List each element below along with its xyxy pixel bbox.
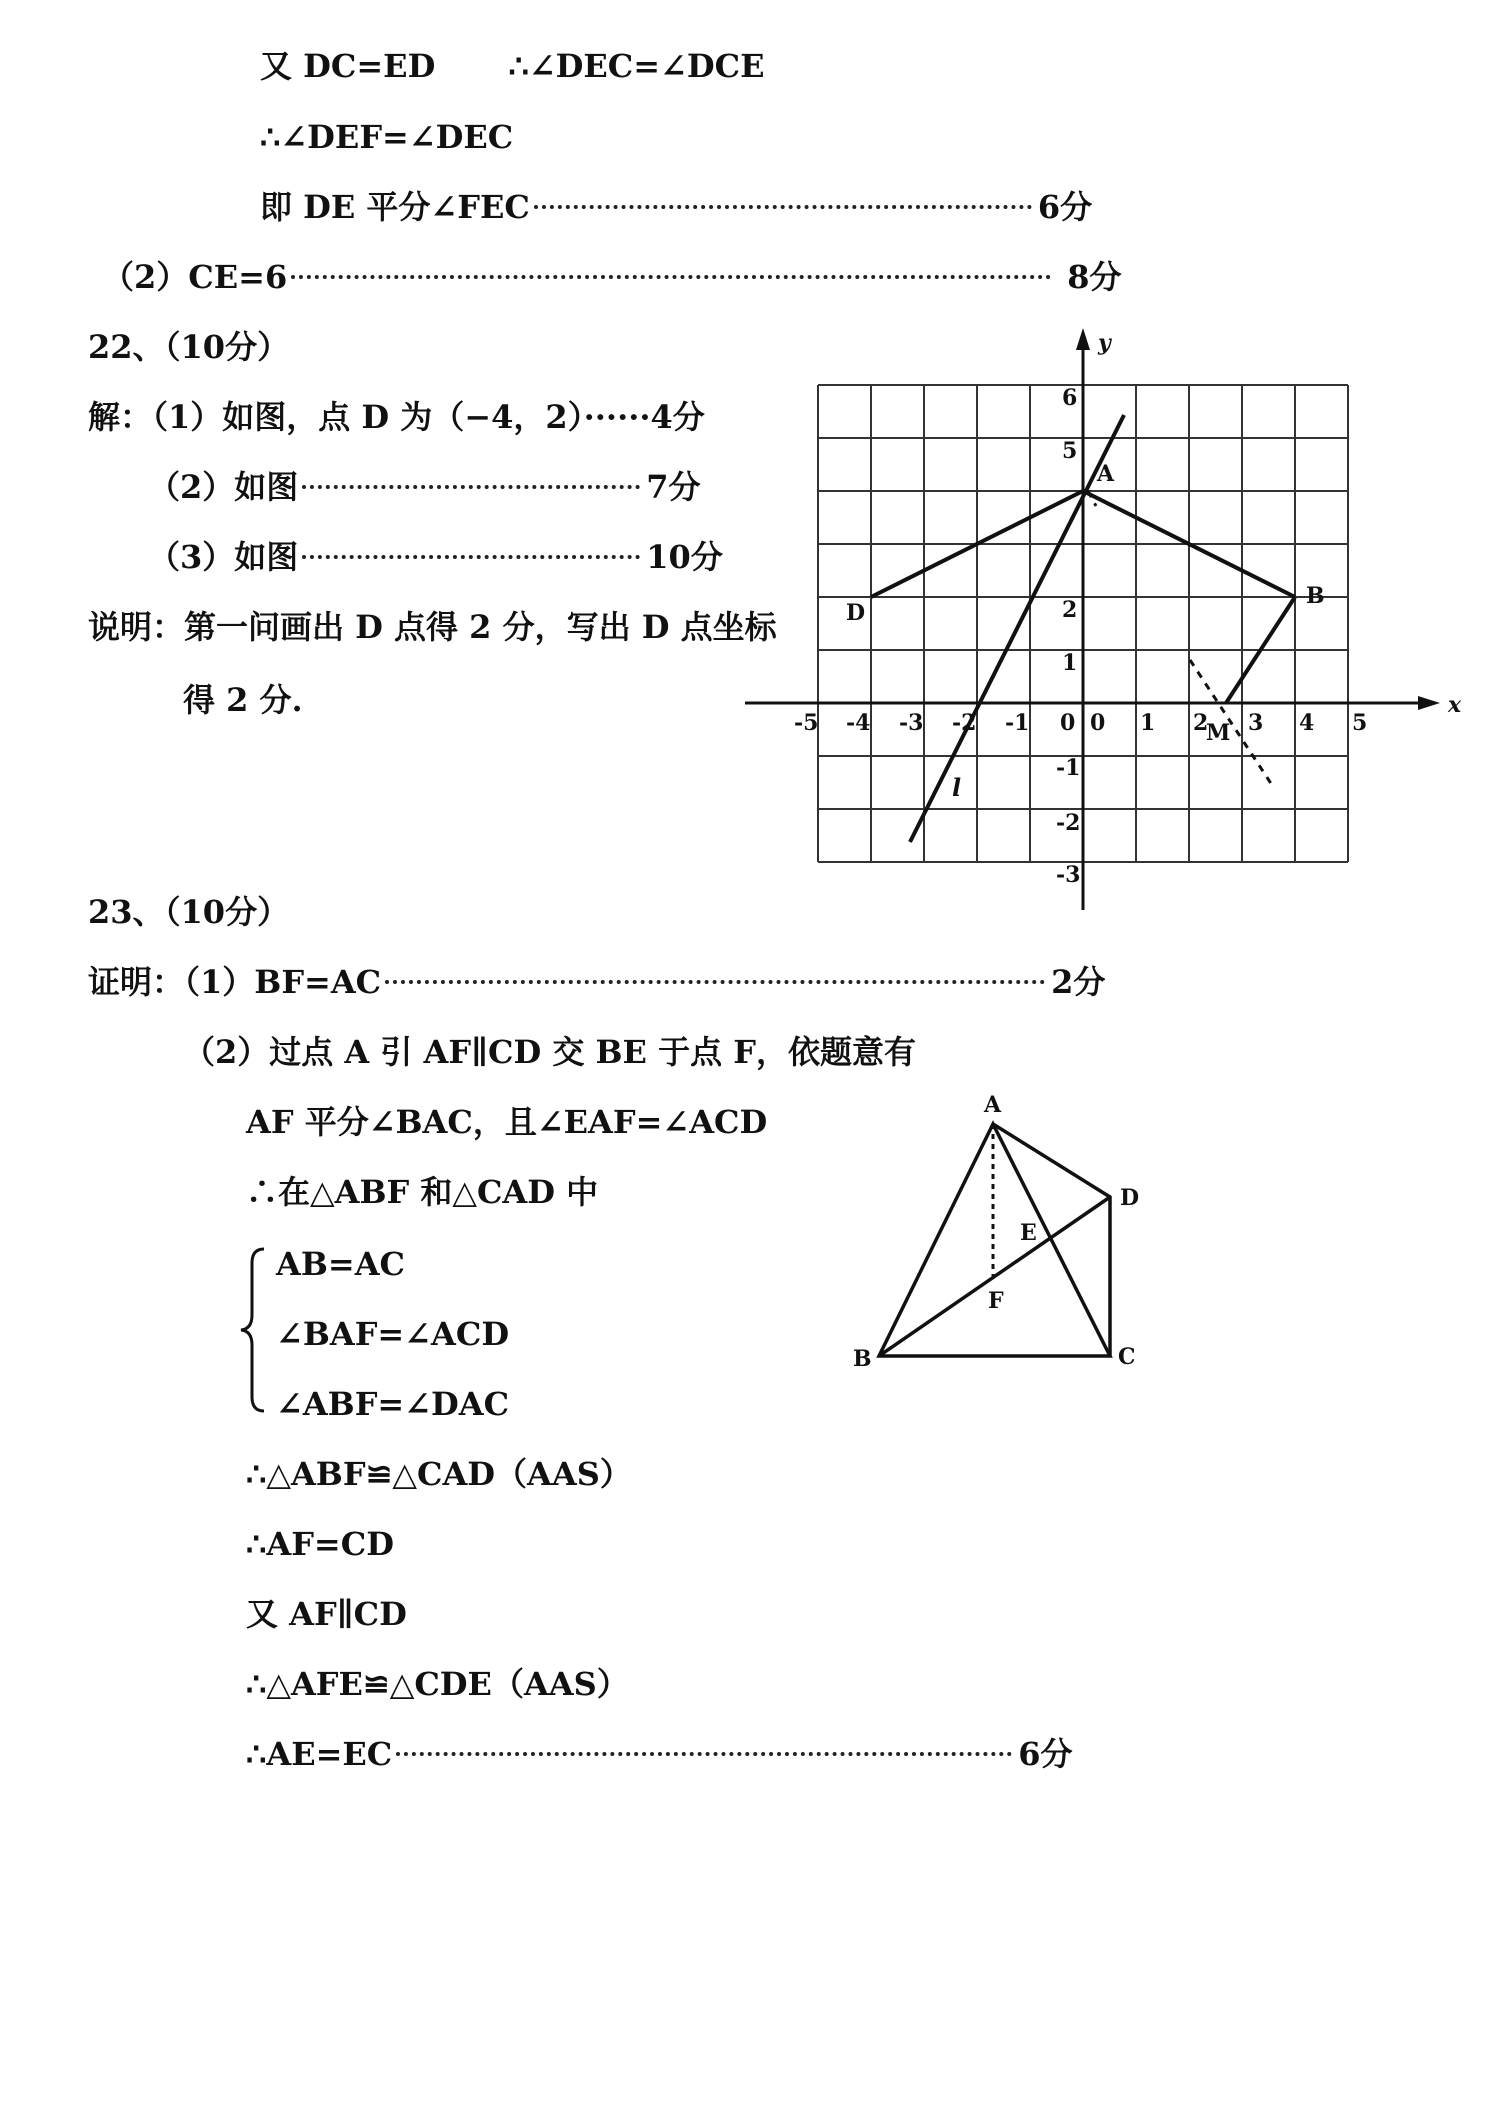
point-label: F [988,1288,1004,1314]
x-tick-label: -2 [952,710,977,736]
y-tick-label: 1 [1062,650,1078,676]
score: 2分 [1051,963,1106,1001]
x-tick-label: 1 [1140,710,1156,736]
point-label: M [1206,720,1231,746]
x-tick-label: 5 [1352,710,1368,736]
point-label: B [853,1346,872,1372]
text-line: ∴△AFE≌△CDE（AAS） [246,1665,629,1703]
score: 8分 [1067,258,1122,296]
score: 6分 [1018,1735,1073,1773]
x-tick-label: -1 [1005,710,1030,736]
text-segment: 证明：（1）BF=AC [88,963,382,1001]
point-label: A [1097,461,1115,487]
text-segment: （3）如图 [148,538,299,576]
text-line: ∠BAF=∠ACD [276,1315,510,1353]
point-label: C [1118,1344,1136,1370]
x-tick-label: 4 [1299,710,1315,736]
text-segment: （2）CE=6 [102,258,288,296]
score: 6分 [1037,188,1093,226]
section-heading: 23、（10分） [88,893,290,931]
point-label: A [984,1092,1002,1118]
text-segment: ∴∠DEC=∠DCE [508,47,765,85]
point-label: D [846,600,866,626]
section-heading: 22、（10分） [88,328,290,366]
text-line: ∴∠DEF=∠DEC [260,118,514,156]
text-segment: ∴AE=EC [246,1735,393,1773]
x-tick-label: 2 [1193,710,1209,736]
segment-b-d [879,1197,1110,1356]
text-line: 得 2 分. [183,681,303,719]
score: 10分 [646,538,723,576]
text-segment: 即 DE 平分∠FEC [260,188,530,226]
x-tick-label: 0 [1090,710,1106,736]
text-line: AB=AC [276,1245,405,1283]
x-tick-label: 3 [1248,710,1264,736]
text-segment: 又 DC=ED [260,47,436,85]
y-tick-label: -1 [1056,755,1081,781]
text-segment: （2）如图 [148,468,299,506]
point-label: B [1306,583,1325,609]
point-label: D [1120,1185,1140,1211]
line-label: l [952,773,962,802]
x-tick-label: -4 [846,710,871,736]
text-line: 说明：第一问画出 D 点得 2 分，写出 D 点坐标 [88,608,777,646]
text-segment: 解：（1）如图，点 D 为（−4，2）······ [88,398,651,436]
score: 7分 [646,468,701,506]
x-tick-label: -5 [794,710,819,736]
x-tick-label: -3 [899,710,924,736]
x-axis-label: x [1448,692,1462,718]
y-tick-label: -3 [1056,862,1081,888]
y-tick-label: 5 [1062,438,1078,464]
x-tick-label: 0 [1060,710,1076,736]
point-label: E [1020,1220,1037,1246]
score: 4分 [650,398,705,436]
text-line: AF 平分∠BAC，且∠EAF=∠ACD [246,1103,768,1141]
y-tick-label: 2 [1062,597,1078,623]
text-line: ∴在△ABF 和△CAD 中 [246,1173,599,1211]
text-line: （2）过点 A 引 AF∥CD 交 BE 于点 F，依题意有 [183,1033,916,1071]
text-line: ∠ABF=∠DAC [276,1385,510,1423]
y-axis-label: y [1098,330,1111,356]
text-line: 又 AF∥CD [246,1595,407,1633]
text-line: ∴AF=CD [246,1525,394,1563]
text-line: ∴△ABF≌△CAD（AAS） [246,1455,632,1493]
y-tick-label: 6 [1062,385,1078,411]
y-tick-label: -2 [1056,810,1081,836]
